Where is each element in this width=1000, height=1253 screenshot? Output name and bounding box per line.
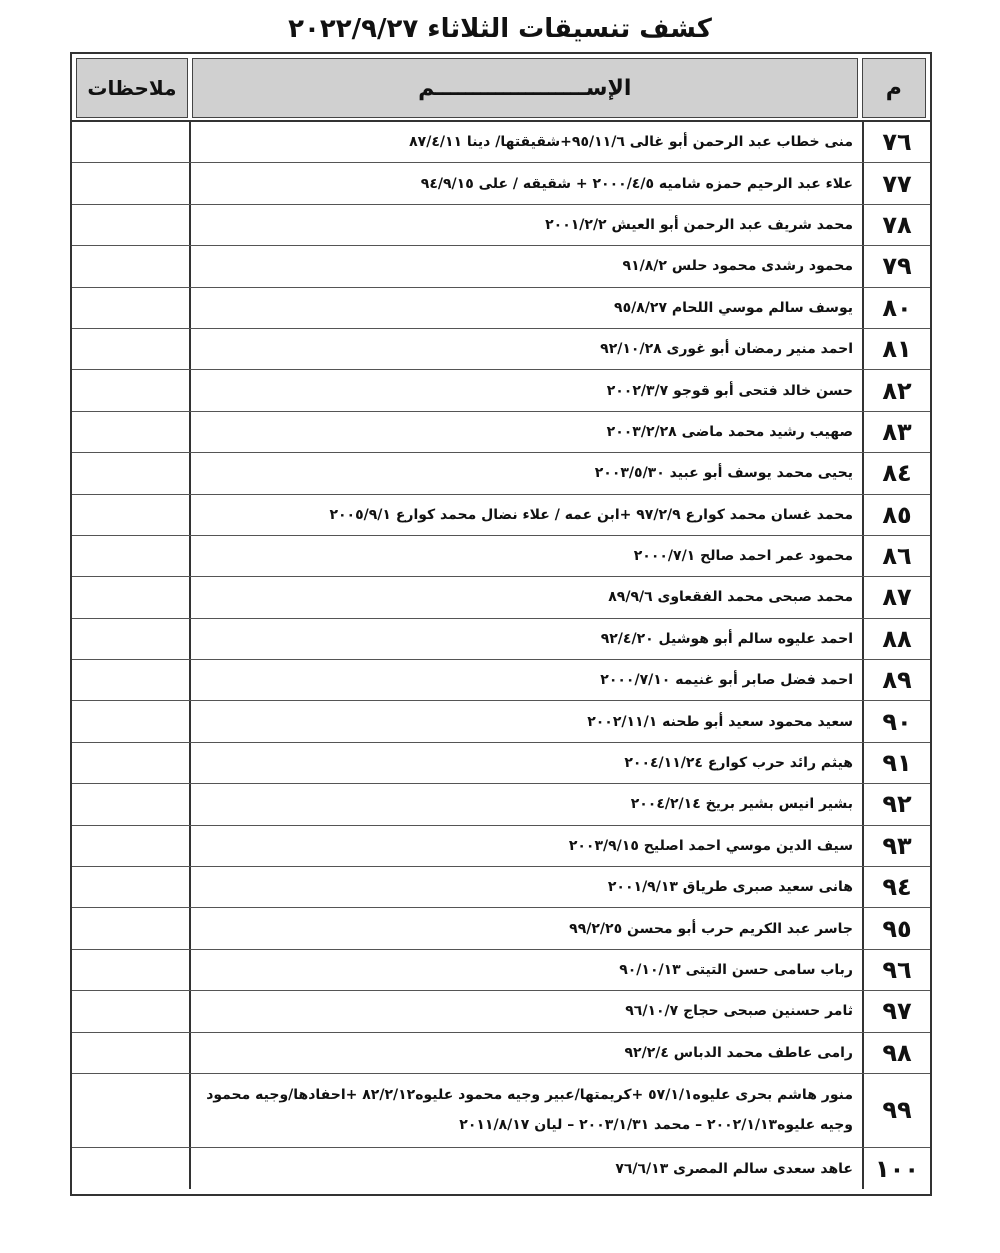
row-name: محمود رشدى محمود حلس ٩١/٨/٢ [189,246,862,286]
row-name: علاء عبد الرحيم حمزه شاميه ٢٠٠٠/٤/٥ + شقيقه / على ٩٤/٩/١٥ [189,163,862,203]
table-row [72,205,930,246]
row-name: هانى سعيد صبرى طرياق ٢٠٠١/٩/١٣ [189,867,862,907]
row-number: ٨٠ [862,288,930,328]
row-notes [72,412,189,452]
row-number: ٨٣ [862,412,930,452]
row-name: يحيى محمد يوسف أبو عبيد ٢٠٠٣/٥/٣٠ [189,453,862,493]
row-name: محمد صبحى محمد الفقعاوى ٨٩/٩/٦ [189,577,862,617]
table-body [72,122,930,1194]
table-row [72,122,930,163]
row-name: ثامر حسنين صبحى حجاج ٩٦/١٠/٧ [189,991,862,1031]
table-row [72,991,930,1032]
row-number: ٩٧ [862,991,930,1031]
table-row [72,867,930,908]
row-notes [72,577,189,617]
table-header [76,58,926,118]
row-notes [72,908,189,948]
row-name: صهيب رشيد محمد ماضى ٢٠٠٣/٢/٢٨ [189,412,862,452]
row-notes [72,784,189,824]
row-number: ٩٣ [862,826,930,866]
header-notes: ملاحظات [76,58,188,118]
row-number: ٨٧ [862,577,930,617]
row-name: منى خطاب عبد الرحمن أبو غالى ٩٥/١١/٦+شقيقتها/ دينا ٨٧/٤/١١ [189,122,862,162]
table-row [72,701,930,742]
table-row [72,908,930,949]
row-notes [72,122,189,162]
row-number: ٨٢ [862,370,930,410]
table-row [72,163,930,204]
row-name: هيثم رائد حرب كوارع ٢٠٠٤/١١/٢٤ [189,743,862,783]
row-number: ٧٩ [862,246,930,286]
row-notes [72,991,189,1031]
row-notes [72,660,189,700]
row-notes [72,701,189,741]
table-row [72,495,930,536]
table-row [72,826,930,867]
row-notes [72,950,189,990]
row-number: ٧٦ [862,122,930,162]
table-row [72,577,930,618]
table-row [72,1148,930,1189]
table-row [72,619,930,660]
row-name: حسن خالد فتحى أبو قوجو ٢٠٠٢/٣/٧ [189,370,862,410]
table-row [72,246,930,287]
row-number: ٩٢ [862,784,930,824]
table-row [72,1033,930,1074]
row-name: رباب سامى حسن التيتى ٩٠/١٠/١٣ [189,950,862,990]
document-title: كشف تنسيقات الثلاثاء ٢٠٢٢/٩/٢٧ [288,14,712,44]
table-row [72,453,930,494]
row-name: بشير انيس بشير بريخ ٢٠٠٤/٢/١٤ [189,784,862,824]
row-notes [72,1148,189,1189]
table-row [72,536,930,577]
row-notes [72,619,189,659]
row-name: يوسف سالم موسي اللحام ٩٥/٨/٢٧ [189,288,862,328]
row-name: محمد شريف عبد الرحمن أبو العيش ٢٠٠١/٢/٢ [189,205,862,245]
table-row [72,950,930,991]
row-notes [72,246,189,286]
row-notes [72,329,189,369]
table-row [72,370,930,411]
row-name: احمد منير رمضان أبو غورى ٩٢/١٠/٢٨ [189,329,862,369]
row-number: ٩٥ [862,908,930,948]
row-number: ٨٩ [862,660,930,700]
table-row [72,743,930,784]
table-row [72,660,930,701]
row-number: ٩٨ [862,1033,930,1073]
row-number: ٨٤ [862,453,930,493]
row-number: ٩٤ [862,867,930,907]
row-name: احمد فضل صابر أبو غنيمه ٢٠٠٠/٧/١٠ [189,660,862,700]
row-name: محمد غسان محمد كوارع ٩٧/٢/٩ +ابن عمه / علاء نضال محمد كوارع ٢٠٠٥/٩/١ [189,495,862,535]
row-notes [72,1074,189,1147]
roster-table [70,52,932,1196]
row-number: ٨٨ [862,619,930,659]
table-row [72,288,930,329]
table-row [72,1074,930,1148]
header-number: م [862,58,926,118]
row-notes [72,826,189,866]
row-name: رامى عاطف محمد الدباس ٩٢/٢/٤ [189,1033,862,1073]
row-number: ٩٩ [862,1074,930,1147]
table-row [72,784,930,825]
row-notes [72,495,189,535]
row-name: احمد عليوه سالم أبو هوشيل ٩٢/٤/٢٠ [189,619,862,659]
table-row [72,329,930,370]
row-number: ٧٨ [862,205,930,245]
row-notes [72,205,189,245]
row-number: ٧٧ [862,163,930,203]
row-notes [72,1033,189,1073]
row-number: ٩٦ [862,950,930,990]
row-name: عاهد سعدى سالم المصرى ٧٦/٦/١٣ [189,1148,862,1189]
row-notes [72,163,189,203]
row-name: محمود عمر احمد صالح ٢٠٠٠/٧/١ [189,536,862,576]
row-number: ٩١ [862,743,930,783]
row-notes [72,453,189,493]
row-number: ٨١ [862,329,930,369]
row-notes [72,867,189,907]
row-notes [72,743,189,783]
row-name: سيف الدين موسي احمد اصليح ٢٠٠٣/٩/١٥ [189,826,862,866]
row-number: ١٠٠ [862,1148,930,1189]
row-name: منور هاشم بحرى عليوه٥٧/١/١ +كريمتها/عبير وجيه محمود عليوه٨٢/٢/١٢ +احفادها/وجيه محمود وجيه عليوه٢٠٠٢/١/١٣ – محمد ٢٠٠٣/١/٣١ – ليان ٢٠١١/٨/١٧ [189,1074,862,1147]
row-number: ٩٠ [862,701,930,741]
row-number: ٨٦ [862,536,930,576]
row-notes [72,370,189,410]
row-notes [72,536,189,576]
row-number: ٨٥ [862,495,930,535]
row-name: جاسر عبد الكريم حرب أبو محسن ٩٩/٢/٢٥ [189,908,862,948]
row-notes [72,288,189,328]
header-name: الإســــــــــــــــــــم [192,58,858,118]
table-row [72,412,930,453]
row-name: سعيد محمود سعيد أبو طحنه ٢٠٠٢/١١/١ [189,701,862,741]
